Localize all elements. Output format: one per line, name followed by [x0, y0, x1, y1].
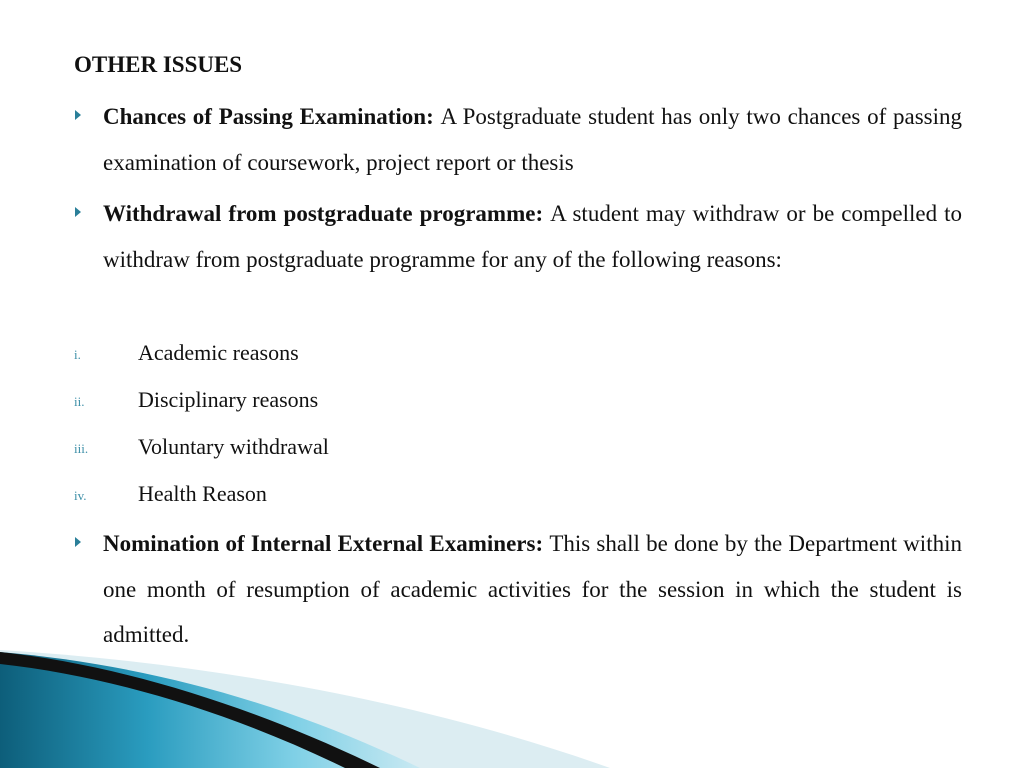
- bullet-text: A student may withdraw or be compelled to withdraw from postgraduate programme for any of the following reasons:: [103, 201, 962, 272]
- reason-item-health: [74, 479, 574, 509]
- bullet-heading: Nomination of Internal External Examiners:: [103, 531, 550, 556]
- reason-text: Voluntary withdrawal: [138, 434, 329, 459]
- reason-text: Health Reason: [138, 481, 267, 506]
- reason-numeral: i.: [74, 347, 81, 362]
- bullet-nomination-of-examiners: [103, 521, 962, 658]
- bullet-text: A Postgraduate student has only two chances of passing examination of coursework, project report or thesis: [103, 104, 962, 175]
- bullet-text: This shall be done by the Department within one month of resumption of academic activities for the session in which the student is admitted.: [103, 531, 962, 647]
- triangle-right-icon: [75, 537, 81, 547]
- slide-title: OTHER ISSUES: [74, 52, 243, 77]
- reason-item-voluntary: [74, 432, 574, 462]
- reason-numeral: iv.: [74, 488, 87, 503]
- reason-item-disciplinary: [74, 385, 574, 415]
- reason-item-academic: [74, 338, 574, 368]
- reason-numeral: ii.: [74, 394, 85, 409]
- bullet-withdrawal: [103, 191, 962, 282]
- bullet-heading: Chances of Passing Examination:: [103, 104, 441, 129]
- bullet-heading: Withdrawal from postgraduate programme:: [103, 201, 551, 226]
- triangle-right-icon: [75, 207, 81, 217]
- reason-text: Disciplinary reasons: [138, 387, 319, 412]
- reason-text: Academic reasons: [138, 340, 299, 365]
- reason-numeral: iii.: [74, 441, 89, 456]
- triangle-right-icon: [75, 110, 81, 120]
- bullet-chances-of-passing: [103, 94, 962, 185]
